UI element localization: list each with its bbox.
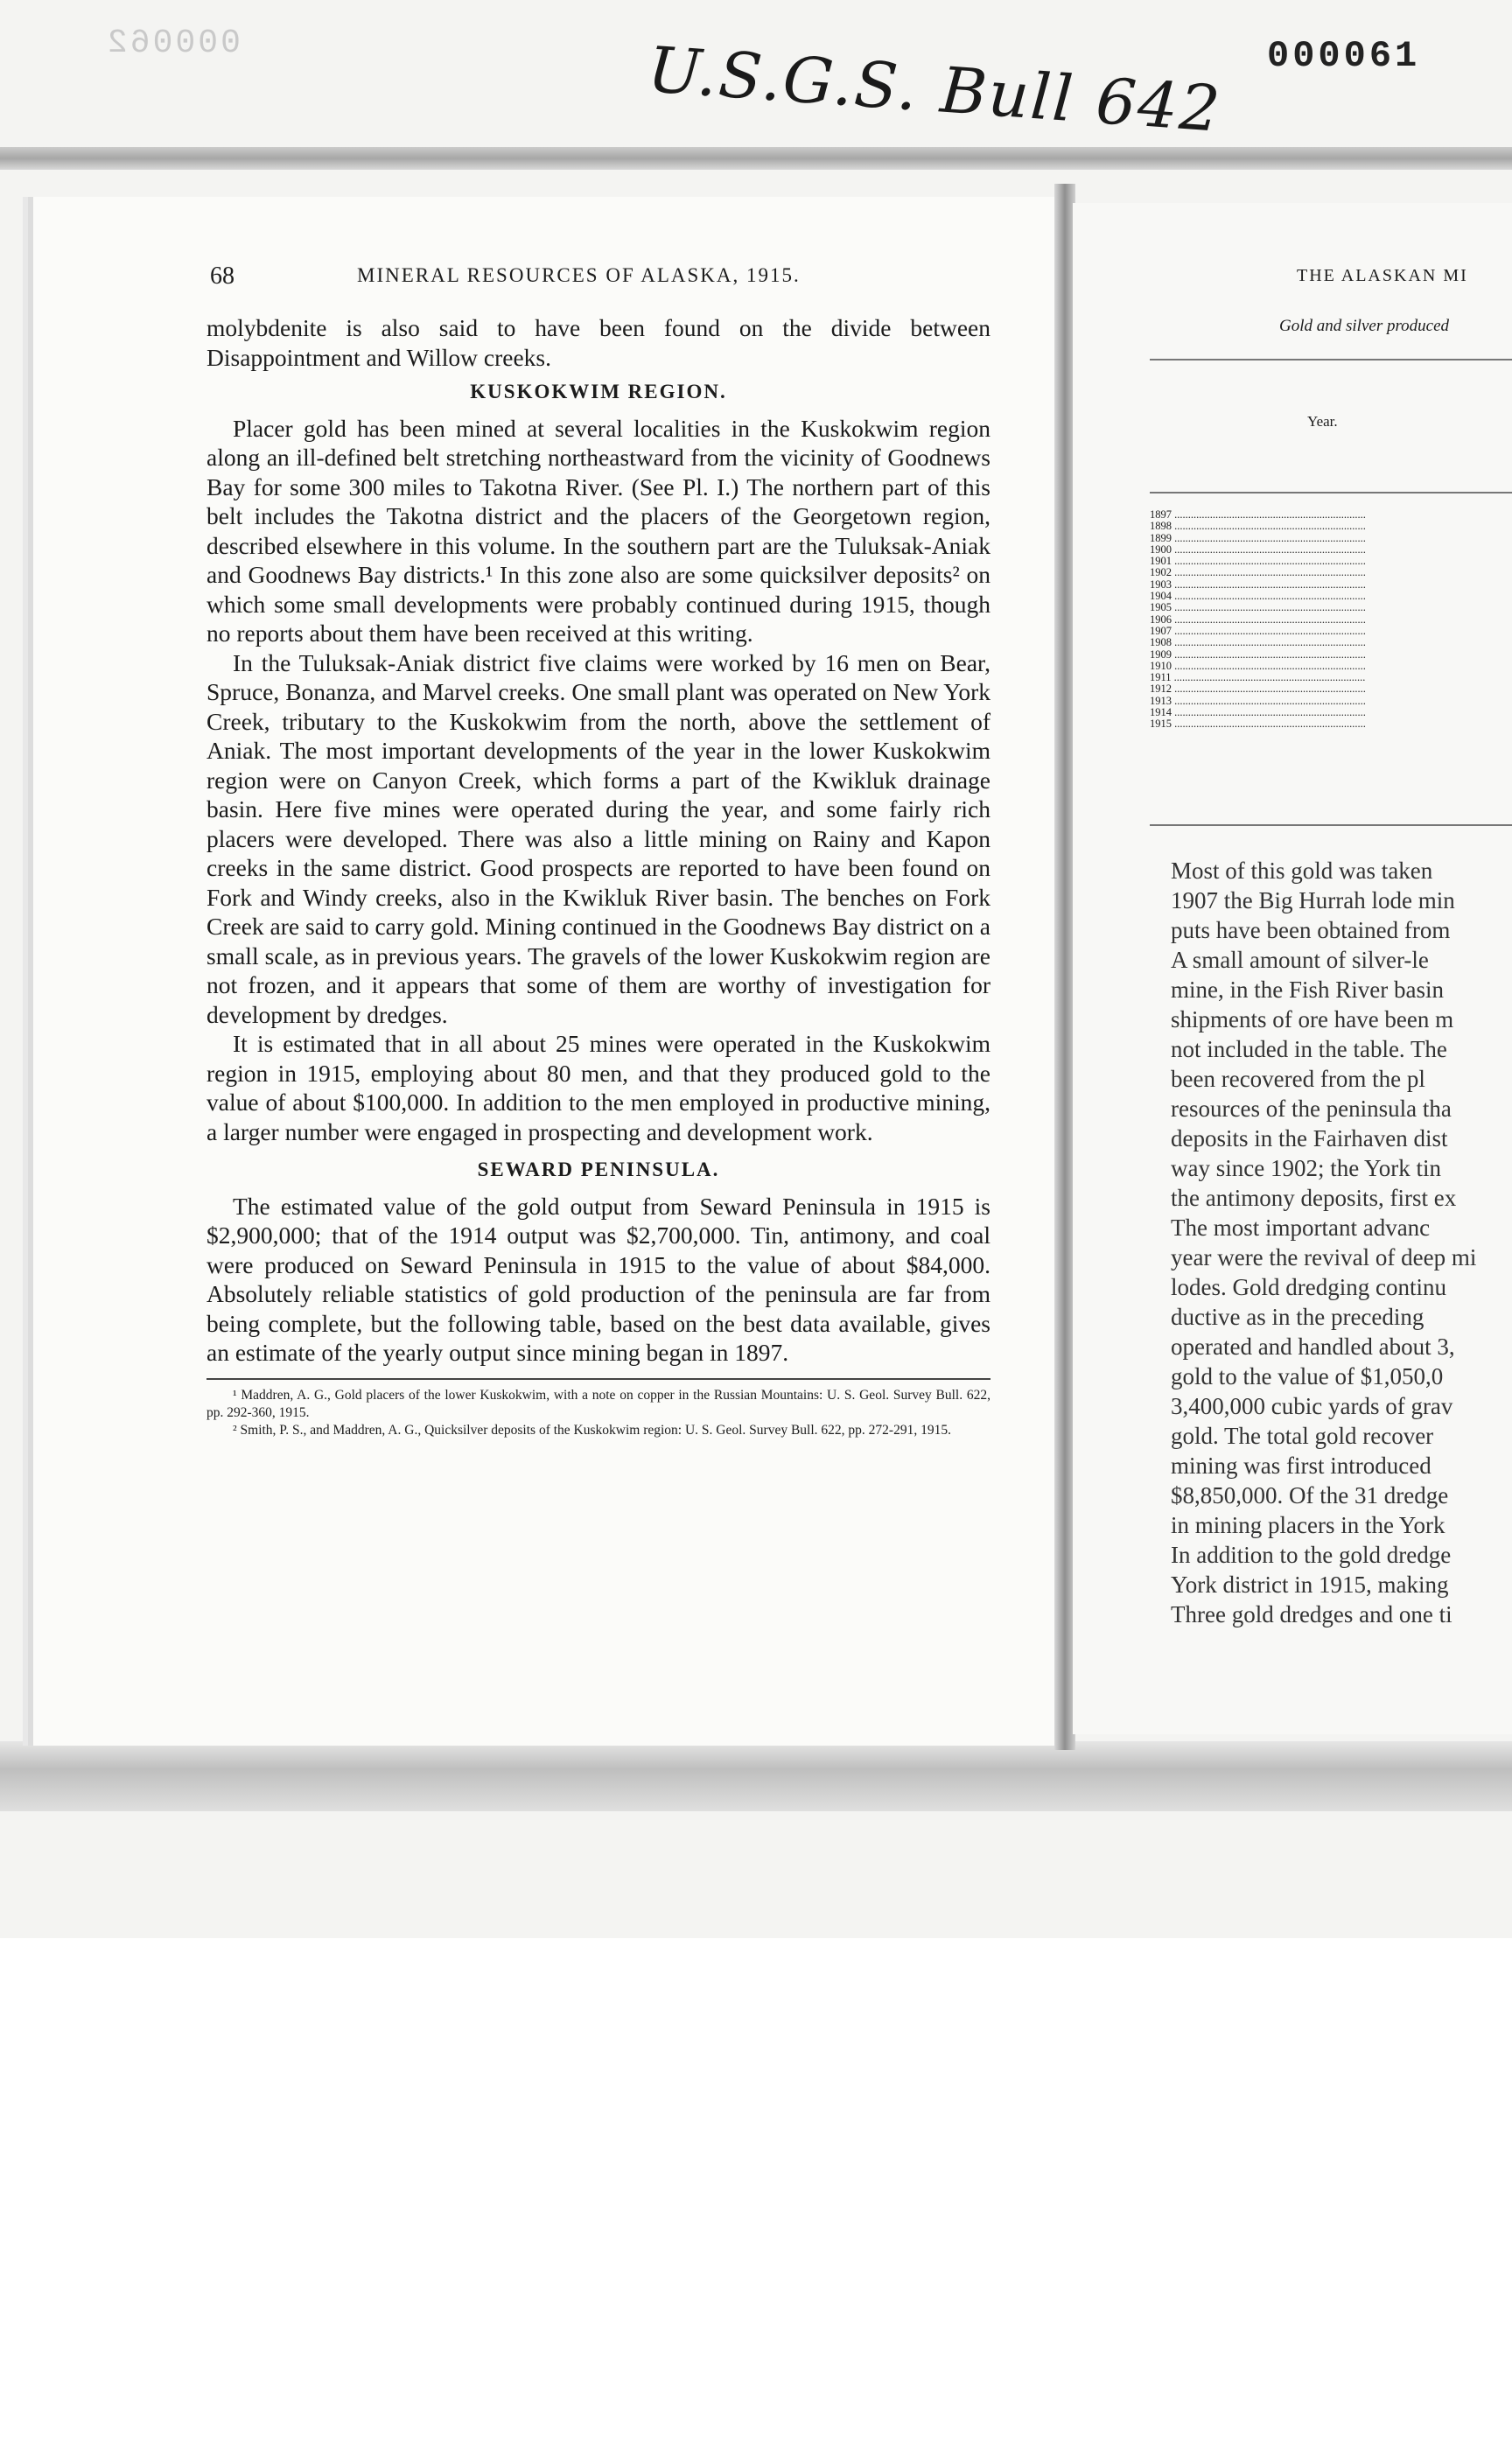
year-row: 1910 ...................................................................... xyxy=(1150,659,1366,672)
year-row: 1907 ...................................................................... xyxy=(1150,624,1366,637)
text-line: Three gold dredges and one ti xyxy=(1171,1601,1452,1628)
text-line: gold. The total gold recover xyxy=(1171,1423,1434,1449)
year-row: 1901 ...................................................................... xyxy=(1150,555,1366,568)
text-line: A small amount of silver-le xyxy=(1171,947,1429,973)
year-row: 1906 ...................................................................... xyxy=(1150,612,1366,626)
text-line: ductive as in the preceding xyxy=(1171,1304,1424,1330)
text-line: mining was first introduced xyxy=(1171,1452,1432,1479)
running-head: MINERAL RESOURCES OF ALASKA, 1915. xyxy=(357,264,801,286)
table-rule xyxy=(1150,359,1512,360)
year-row: 1911 ...................................................................... xyxy=(1150,671,1366,684)
year-row: 1908 ...................................................................... xyxy=(1150,636,1366,649)
table-caption: Gold and silver produced xyxy=(1279,317,1450,335)
table-rule xyxy=(1150,492,1512,494)
year-row: 1915 ...................................................................... xyxy=(1150,718,1366,731)
year-row: 1902 ...................................................................... xyxy=(1150,566,1366,579)
paragraph: In the Tuluksak-Aniak district five claims were worked by 16 men on Bear, Spruce, Bonanza, and Marvel creeks. One small plant was operated on New York Creek, tributary to the Kuskokwim from the north, above the settlement of Aniak. The most important developments of the year in the lower Kuskokwim region were on Canyon Creek, which forms a part of the Kwikluk drainage basin. Here five mines were operated during the year, and some fairly rich placers were developed. There was also a little mining on Rainy and Kapon creeks in the same district. Good prospects are reported to have been found on Fork and Windy creeks, also in the Kwikluk River basin. The benches on Fork Creek are said to carry gold. Mining continued in the Goodnews Bay district on a small scale, as in previous years. The gravels of the lower Kuskokwim region are not frozen, and it appears that some of them are worthy of investigation for development by dredges. xyxy=(206,648,990,1028)
text-line: way since 1902; the York tin xyxy=(1171,1155,1441,1181)
text-line: Most of this gold was taken xyxy=(1171,858,1433,884)
handwritten-note: U.S.G.S. Bull 642 xyxy=(645,32,1224,146)
footnote-1: ¹ Maddren, A. G., Gold placers of the lower Kuskokwim, with a note on copper in the Russian Mountains: U. S. Geol. Survey Bull. 622, pp. 292-360, 1915. xyxy=(206,1387,990,1420)
paragraph: molybdenite is also said to have been found on the divide between Disappointment and Willow creeks. xyxy=(206,314,990,371)
section-heading-kuskokwim: KUSKOKWIM REGION. xyxy=(470,381,727,402)
text-line: deposits in the Fairhaven dist xyxy=(1171,1125,1448,1152)
year-column-header: Year. xyxy=(1307,413,1338,430)
year-row: 1897 ...................................................................... xyxy=(1150,508,1366,521)
year-row: 1903 ...................................................................... xyxy=(1150,578,1366,591)
right-running-head: THE ALASKAN MI xyxy=(1297,266,1468,285)
right-page xyxy=(1073,203,1512,1734)
year-list xyxy=(1150,509,1366,731)
year-row: 1898 ...................................................................... xyxy=(1150,520,1366,533)
text-line: 1907 the Big Hurrah lode min xyxy=(1171,887,1455,914)
year-row: 1905 ...................................................................... xyxy=(1150,601,1366,614)
text-line: York district in 1915, making xyxy=(1171,1572,1449,1598)
text-line: puts have been obtained from xyxy=(1171,917,1451,943)
text-line: lodes. Gold dredging continu xyxy=(1171,1274,1446,1300)
bottom-shadow-band xyxy=(0,1741,1512,1811)
text-line: The most important advanc xyxy=(1171,1214,1431,1241)
text-line: in mining placers in the York xyxy=(1171,1512,1446,1538)
text-line: 3,400,000 cubic yards of grav xyxy=(1171,1393,1453,1419)
year-row: 1909 ...................................................................... xyxy=(1150,648,1366,661)
year-row: 1913 ...................................................................... xyxy=(1150,694,1366,707)
left-page-body xyxy=(206,313,990,1439)
text-line: year were the revival of deep mi xyxy=(1171,1244,1477,1270)
text-line: not included in the table. The xyxy=(1171,1036,1447,1062)
page-number: 68 xyxy=(210,262,234,290)
year-row: 1900 ...................................................................... xyxy=(1150,542,1366,556)
text-line: operated and handled about 3, xyxy=(1171,1334,1455,1360)
text-line: shipments of ore have been m xyxy=(1171,1006,1454,1032)
right-page-body xyxy=(1171,856,1512,1629)
year-row: 1914 ...................................................................... xyxy=(1150,706,1366,719)
stamp-number: 000061 xyxy=(1267,35,1421,77)
mirrored-stamp-number: 000062 xyxy=(105,24,241,62)
text-line: the antimony deposits, first ex xyxy=(1171,1185,1457,1211)
text-line: been recovered from the pl xyxy=(1171,1066,1425,1092)
paragraph: The estimated value of the gold output from Seward Peninsula in 1915 is $2,900,000; that of the 1914 output was $2,700,000. Tin, antimony, and coal were produced on Seward Peninsula in 1915 to the value of about $84,000. Absolutely reliable statistics of gold production of the peninsula are far from being complete, but the following table, based on the best data available, gives an estimate of the yearly output since mining began in 1897. xyxy=(206,1192,990,1366)
text-line: resources of the peninsula tha xyxy=(1171,1096,1452,1122)
text-line: gold to the value of $1,050,0 xyxy=(1171,1363,1444,1390)
text-line: In addition to the gold dredge xyxy=(1171,1542,1452,1568)
top-shadow-band xyxy=(0,147,1512,170)
year-row: 1912 ...................................................................... xyxy=(1150,682,1366,696)
text-line: $8,850,000. Of the 31 dredge xyxy=(1171,1482,1449,1508)
table-rule xyxy=(1150,824,1512,826)
footnote-2: ² Smith, P. S., and Maddren, A. G., Quicksilver deposits of the Kuskokwim region: U. S. Geol. Survey Bull. 622, pp. 272-291, 1915. xyxy=(233,1422,951,1438)
year-row: 1904 ...................................................................... xyxy=(1150,590,1366,603)
paragraph: It is estimated that in all about 25 mines were operated in the Kuskokwim region in 1915, employing about 80 men, and that they produced gold to the value of about $100,000. In addition to the men employed in productive mining, a larger number were engaged in prospecting and development work. xyxy=(206,1030,990,1145)
text-line: mine, in the Fish River basin xyxy=(1171,976,1444,1003)
footnote-rule xyxy=(206,1378,990,1380)
year-row: 1899 ...................................................................... xyxy=(1150,531,1366,544)
section-heading-seward: SEWARD PENINSULA. xyxy=(477,1158,720,1180)
paragraph: Placer gold has been mined at several localities in the Kuskokwim region along an ill-defined belt stretching northeastward from the vicinity of Goodnews Bay for some 300 miles to Takotna River. (See Pl. I.) The northern part of this belt includes the Takotna district and the placers of the Georgetown region, described elsewhere in this volume. In the southern part are the Tuluksak-Aniak and Goodnews Bay districts.¹ In this zone also are some quicksilver deposits² on which some small developments were probably continued during 1915, though no reports about them have been received at this writing. xyxy=(206,414,990,647)
